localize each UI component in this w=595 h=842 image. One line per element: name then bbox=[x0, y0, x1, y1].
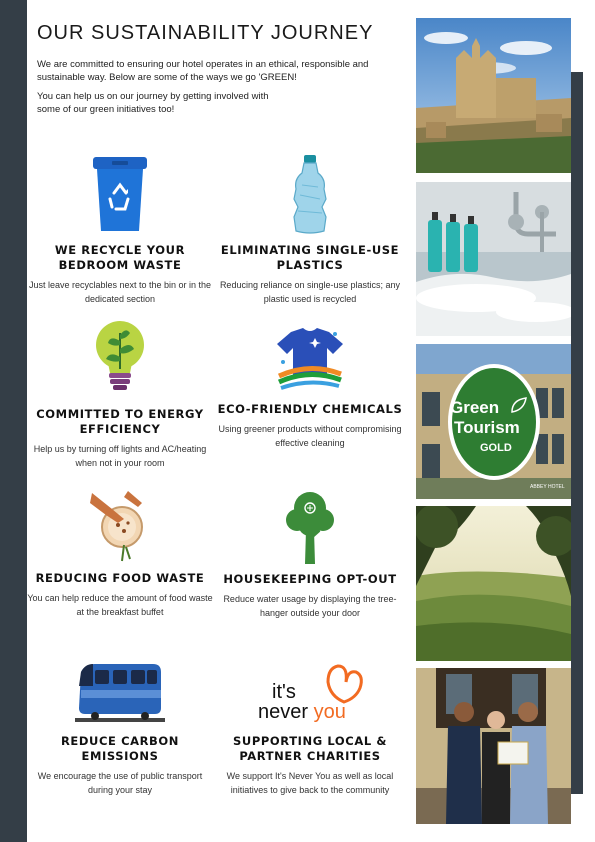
food-plate-icon bbox=[88, 489, 152, 565]
initiative-title: SUPPORTING LOCAL & PARTNER CHARITIES bbox=[233, 734, 387, 763]
photo-bath-abbey bbox=[416, 18, 571, 173]
initiative-title: ECO-FRIENDLY CHEMICALS bbox=[217, 402, 403, 416]
photo-green-tourism-gold bbox=[416, 344, 571, 499]
initiative-recycle bbox=[25, 155, 215, 306]
photo-toiletries bbox=[416, 182, 571, 336]
initiative-charities bbox=[215, 662, 405, 797]
intro-call-to-action: You can help us on our journey by getting involved with some of our green initiatives too! bbox=[37, 91, 269, 115]
initiative-housekeeping bbox=[215, 490, 405, 620]
recycle-bin-icon bbox=[90, 155, 150, 235]
initiative-food-waste bbox=[25, 489, 215, 619]
left-accent-bar bbox=[0, 0, 27, 842]
hotel-sign-text: ABBEY HOTEL bbox=[530, 484, 565, 490]
photo-charity-team bbox=[416, 668, 571, 824]
eco-light-bulb-icon bbox=[92, 319, 148, 393]
initiative-text: Just leave recyclables next to the bin or in the dedicated section bbox=[28, 280, 212, 304]
initiative-title: ELIMINATING SINGLE-USE PLASTICS bbox=[220, 243, 400, 272]
initiative-text: Help us by turning off lights and AC/heating when not in your room bbox=[33, 444, 207, 468]
train-icon bbox=[75, 660, 165, 726]
initiative-title: HOUSEKEEPING OPT-OUT bbox=[223, 572, 397, 586]
clean-shirt-icon bbox=[273, 326, 347, 394]
butterfly-icon bbox=[322, 662, 366, 706]
initiative-chemicals bbox=[215, 326, 405, 450]
charity-logo-text-3: you bbox=[313, 701, 346, 723]
badge-text-gold: GOLD bbox=[480, 442, 512, 454]
initiative-text: You can help reduce the amount of food waste at the breakfast buffet bbox=[27, 593, 213, 617]
initiative-carbon bbox=[25, 660, 215, 797]
intro-text: We are committed to ensuring our hotel operates in an ethical, responsible and sustainable way. Below are some of the ways we go 'GREEN! bbox=[37, 59, 369, 83]
initiative-text: Reduce water usage by displaying the tree-hanger outside your door bbox=[223, 594, 397, 618]
photo-countryside bbox=[416, 506, 571, 661]
right-accent-bar bbox=[571, 72, 583, 794]
initiative-plastics bbox=[215, 155, 405, 306]
plastic-bottle-icon bbox=[290, 155, 330, 235]
its-never-you-logo bbox=[250, 662, 370, 724]
initiative-energy bbox=[25, 319, 215, 470]
leaf-icon bbox=[510, 396, 528, 414]
badge-text-green: Green bbox=[450, 398, 500, 417]
initiative-title: REDUCING FOOD WASTE bbox=[35, 571, 205, 585]
charity-logo-text-1: it's bbox=[272, 681, 296, 703]
charity-logo-text-2: never bbox=[258, 701, 309, 723]
initiative-text: We support It's Never You as well as local initiatives to give back to the community bbox=[226, 771, 394, 795]
initiative-title: REDUCE CARBON EMISSIONS bbox=[60, 734, 180, 763]
initiative-text: Reducing reliance on single-use plastics; any plastic used is recycled bbox=[219, 280, 401, 304]
initiative-title: WE RECYCLE YOUR BEDROOM WASTE bbox=[54, 243, 186, 272]
initiative-text: We encourage the use of public transport during your stay bbox=[37, 771, 203, 795]
initiative-title: COMMITTED TO ENERGY EFFICIENCY bbox=[36, 407, 204, 436]
tree-icon bbox=[285, 490, 335, 566]
initiative-text: Using greener products without compromising effective cleaning bbox=[218, 424, 402, 448]
page-title: OUR SUSTAINABILITY JOURNEY bbox=[37, 22, 374, 44]
badge-text-tourism: Tourism bbox=[454, 418, 520, 437]
